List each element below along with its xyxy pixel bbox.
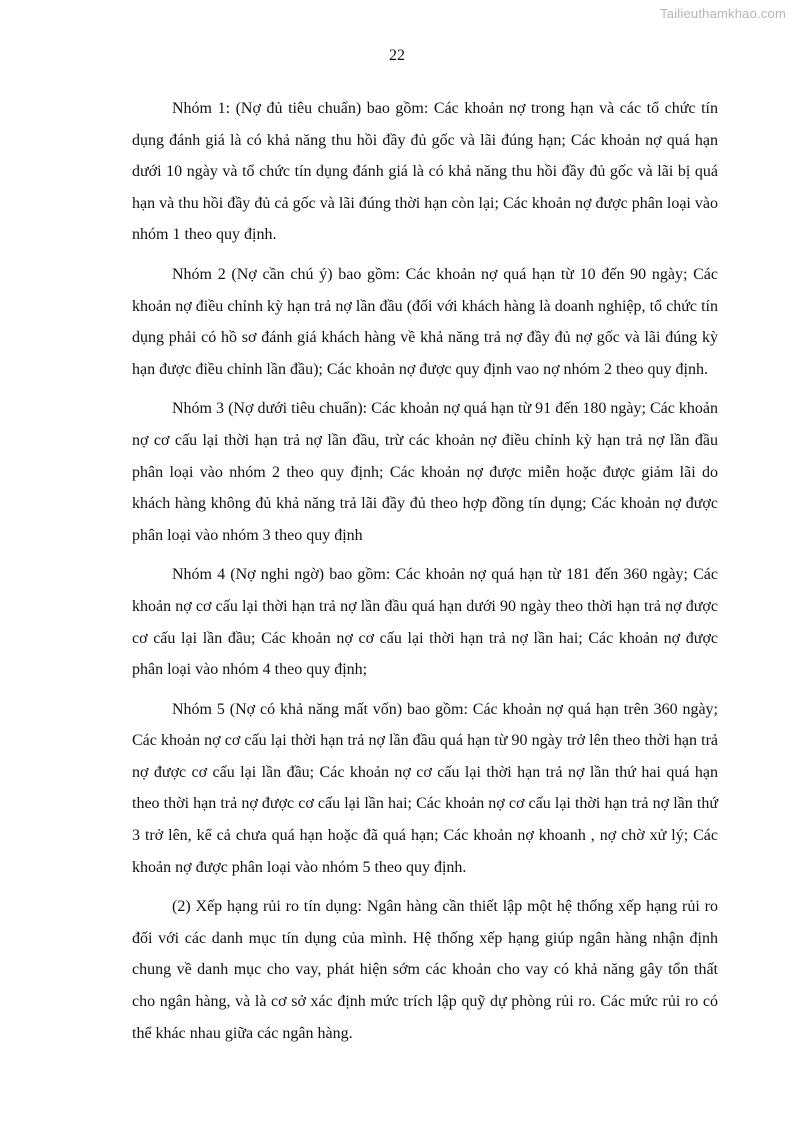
paragraph-nhom-3: Nhóm 3 (Nợ dưới tiêu chuẩn): Các khoản nợ quá hạn từ 91 đến 180 ngày; Các khoản nợ cơ cấu lại thời hạn trả nợ lần đầu, trừ các khoản nợ điều chỉnh kỳ hạn trả nợ lần đầu phân loại vào nhóm 2 theo quy định; Các khoản nợ được miễn hoặc được giảm lãi do khách hàng không đủ khả năng trả lãi đầy đủ theo hợp đồng tín dụng; Các khoản nợ được phân loại vào nhóm 3 theo quy định (132, 400, 718, 544)
paragraph-xep-hang-rui-ro: (2) Xếp hạng rủi ro tín dụng: Ngân hàng cần thiết lập một hệ thống xếp hạng rủi ro đối với các danh mục tín dụng của mình. Hệ thống xếp hạng giúp ngân hàng nhận định chung về danh mục cho vay, phát hiện sớm các khoản cho vay có khả năng gây tổn thất cho ngân hàng, và là cơ sở xác định mức trích lập quỹ dự phòng rủi ro. Các mức rủi ro có thể khác nhau giữa các ngân hàng. (132, 898, 718, 1042)
watermark: Tailieuthamkhao.com (660, 6, 786, 21)
paragraph-nhom-4: Nhóm 4 (Nợ nghi ngờ) bao gồm: Các khoản nợ quá hạn từ 181 đến 360 ngày; Các khoản nợ cơ cấu lại thời hạn trả nợ lần đầu quá hạn dưới 90 ngày theo thời hạn trả nợ được cơ cấu lại lần đầu; Các khoản nợ cơ cấu lại thời hạn trả nợ lần hai; Các khoản nợ được phân loại vào nhóm 4 theo quy định; (132, 566, 718, 679)
page-number: 22 (389, 47, 405, 64)
paragraph-nhom-1: Nhóm 1: (Nợ đủ tiêu chuẩn) bao gồm: Các khoản nợ trong hạn và các tổ chức tín dụng đánh giá là có khả năng thu hồi đầy đủ gốc và lãi đúng hạn; Các khoản nợ quá hạn dưới 10 ngày và tổ chức tín dụng đánh giá là có khả năng thu hồi đầy đủ gốc và lãi bị quá hạn và thu hồi đầy đủ cả gốc và lãi đúng thời hạn còn lại; Các khoản nợ được phân loại vào nhóm 1 theo quy định. (132, 100, 718, 244)
paragraph-nhom-2: Nhóm 2 (Nợ cần chú ý) bao gồm: Các khoản nợ quá hạn từ 10 đến 90 ngày; Các khoản nợ điều chỉnh kỳ hạn trả nợ lần đầu (đối với khách hàng là doanh nghiệp, tổ chức tín dụng phải có hồ sơ đánh giá khách hàng về khả năng trả nợ đầy đủ nợ gốc và lãi đúng kỳ hạn được điều chỉnh lần đầu); Các khoản nợ được quy định vao nợ nhóm 2 theo quy định. (132, 265, 718, 378)
paragraph-nhom-5: Nhóm 5 (Nợ có khả năng mất vốn) bao gồm: Các khoản nợ quá hạn trên 360 ngày; Các khoản nợ cơ cấu lại thời hạn trả nợ lần đầu quá hạn từ 90 ngày trở lên theo thời hạn trả nợ được cơ cấu lại lần đầu; Các khoản nợ cơ cấu lại thời hạn trả nợ lần thứ hai quá hạn theo thời hạn trả nợ được cơ cấu lại lần hai; Các khoản nợ cơ cấu lại thời hạn trả nợ lần thứ 3 trở lên, kể cả chưa quá hạn hoặc đã quá hạn; Các khoản nợ khoanh , nợ chờ xử lý; Các khoản nợ được phân loại vào nhóm 5 theo quy định. (132, 700, 718, 876)
document-body (132, 93, 718, 1057)
